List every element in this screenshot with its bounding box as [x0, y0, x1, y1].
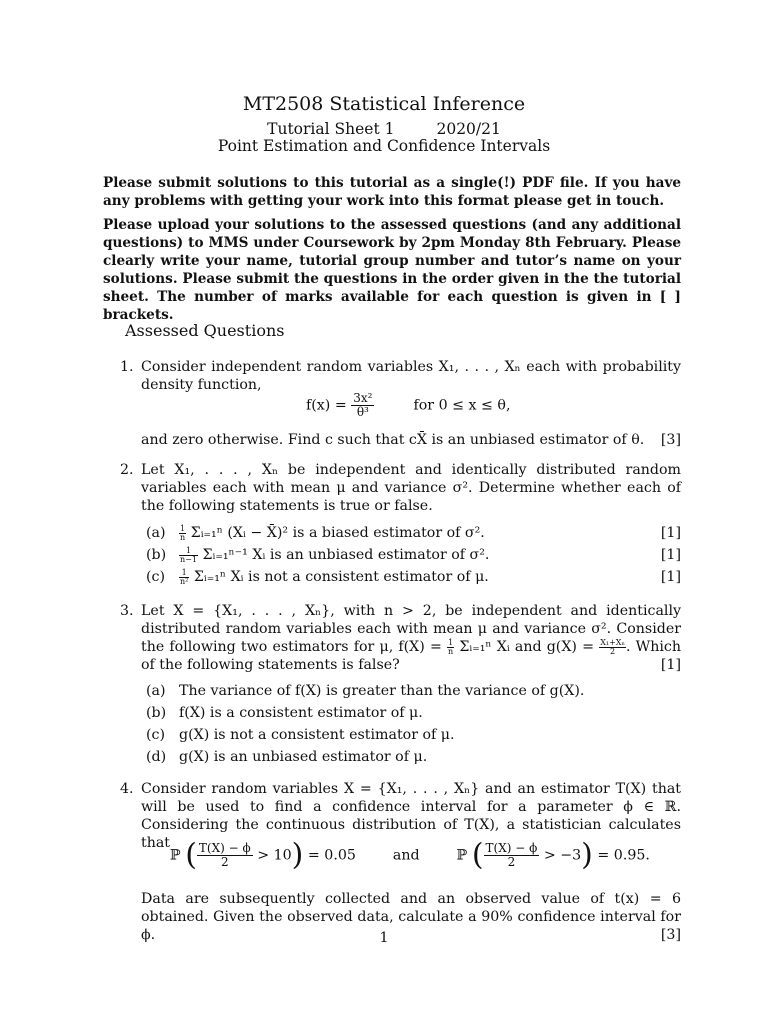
option-c	[146, 724, 681, 746]
mark-allocation: [1]	[660, 525, 681, 541]
question-number: 1.	[120, 359, 134, 375]
question-number: 4.	[120, 781, 134, 797]
option-text: f(X) is a consistent estimator of μ.	[179, 705, 423, 721]
instructions-paragraph-2: Please upload your solutions to the assessed questions (and any additional questions) to MMS under Coursework by 2pm Monday 8th February. Please clearly write your name, tutorial group number and tutor’s name on your solutions. Please submit the questions in the order given in the the tutorial sheet. The number of marks available for each question is given in [ ] brackets.	[103, 217, 681, 323]
question-number: 2.	[120, 462, 134, 478]
question-1-continued	[120, 431, 681, 449]
question-text-part: Σᵢ₌₁ⁿ Xᵢ and g(X) =	[459, 639, 595, 655]
mark-allocation: [3]	[660, 432, 681, 448]
option-label: (d)	[146, 749, 167, 765]
part-b	[146, 544, 681, 566]
question-3-options	[120, 680, 681, 768]
probability-value: = 0.95.	[597, 847, 650, 864]
question-text: Data are subsequently collected and an observed value of t(x) = 6 obtained. Given the observed data, calculate a 90% confidence interval for ϕ.	[141, 891, 681, 943]
part-label: (a)	[146, 525, 166, 541]
question-text: and zero otherwise. Find c such that cX̄ is an unbiased estimator of θ.	[141, 432, 645, 448]
question-text-part: . Which of the following statements is false?	[141, 639, 681, 673]
mark-allocation: [1]	[660, 569, 681, 585]
instructions-paragraph-1: Please submit solutions to this tutorial as a single(!) PDF file. If you have any problems with getting your work into this format please get in touch.	[103, 175, 681, 209]
part-a	[146, 522, 681, 544]
question-text	[141, 602, 681, 674]
probability-symbol: ℙ	[170, 847, 181, 864]
option-text: g(X) is not a consistent estimator of μ.	[179, 727, 455, 743]
question-3	[120, 602, 681, 674]
part-c	[146, 566, 681, 588]
option-text: g(X) is an unbiased estimator of μ.	[179, 749, 428, 765]
part-expression: Σᵢ₌₁ⁿ⁻¹ Xᵢ is an unbiased estimator of σ².	[202, 547, 490, 563]
fraction-denominator: 2	[610, 646, 616, 656]
part-expression: Σᵢ₌₁ⁿ Xᵢ is not a consistent estimator of μ.	[193, 569, 489, 585]
part-text	[179, 566, 489, 588]
instructions	[103, 174, 681, 330]
fraction-numerator: 1	[180, 523, 186, 533]
question-2-parts	[120, 522, 681, 588]
academic-year: 2020/21	[436, 120, 501, 138]
option-b	[146, 702, 681, 724]
option-d	[146, 746, 681, 768]
probability-equations: ℙ ( $\frac{T(X) - \phi}{2}$ > 10) = 0.05 and ℙ ( $\frac{T(X) - \phi}{2}$ > −3) = 0.95.	[170, 837, 650, 873]
part-label: (b)	[146, 547, 167, 563]
question-text-part: Let X = {X₁, . . . , Xₙ}, with n > 2, be independent and identically distributed random variables each with mean μ and variance σ². Consider the following two estimators for μ, f(X) =	[141, 603, 681, 655]
option-label: (c)	[146, 727, 166, 743]
fraction-denominator: θ³	[356, 405, 369, 419]
course-title: MT2508 Statistical Inference	[242, 93, 526, 115]
part-text	[179, 544, 489, 566]
section-heading: Assessed Questions	[125, 321, 285, 340]
fraction-numerator: T(X) − ϕ	[198, 841, 251, 855]
topic-title: Point Estimation and Confidence Intervals	[217, 137, 551, 155]
fraction-numerator: 1	[179, 547, 198, 556]
question-text: Let X₁, . . . , Xₙ be independent and identically distributed random variables each with mean μ and variance σ². Determine whether each of the following statements is true or false.	[141, 462, 681, 514]
option-a	[146, 680, 681, 702]
question-2	[120, 461, 681, 515]
fraction-denominator: n²	[180, 576, 189, 586]
probability-symbol: ℙ	[456, 847, 468, 864]
fraction-denominator: n	[448, 646, 454, 656]
fraction-denominator: 2	[507, 855, 516, 869]
fraction-numerator: 1	[179, 569, 189, 578]
inequality: > 10	[257, 847, 292, 864]
fraction-denominator: 2	[220, 855, 229, 869]
option-label: (b)	[146, 705, 167, 721]
option-text: The variance of f(X) is greater than the variance of g(X).	[179, 683, 585, 699]
mark-allocation: [3]	[660, 927, 681, 943]
inequality: > −3	[543, 847, 582, 864]
sheet-number: Tutorial Sheet 1	[267, 120, 395, 138]
equation-fraction	[484, 842, 540, 869]
mark-allocation: [1]	[660, 547, 681, 563]
fraction-denominator: n−1	[180, 554, 197, 564]
equation-condition: for 0 ≤ x ≤ θ,	[413, 397, 511, 414]
question-number: 3.	[120, 603, 134, 619]
fraction-numerator: 3x²	[353, 391, 373, 405]
fraction-denominator: n	[180, 532, 186, 542]
question-text: Consider independent random variables X₁, . . . , Xₙ each with probability density function,	[141, 359, 681, 393]
fraction-numerator: X₁+Xₙ	[600, 637, 625, 647]
fraction-numerator: 1	[448, 637, 454, 647]
question-1	[120, 358, 681, 394]
part-text	[179, 522, 485, 544]
part-label: (c)	[146, 569, 166, 585]
part-expression: Σᵢ₌₁ⁿ (Xᵢ − X̄)² is a biased estimator of σ².	[190, 525, 485, 541]
fraction-numerator: T(X) − ϕ	[485, 841, 538, 855]
mark-allocation: [1]	[660, 657, 681, 673]
fraction-g-estimator	[599, 639, 626, 656]
equation-fraction	[351, 392, 374, 419]
probability-value: = 0.05	[307, 847, 356, 864]
equation-lhs: f(x) =	[306, 397, 347, 414]
fraction-one-over-n	[447, 639, 454, 656]
conjunction: and	[392, 847, 420, 864]
page-number: 1	[379, 930, 389, 946]
equation-fraction	[197, 842, 253, 869]
density-equation	[306, 392, 510, 419]
question-text: Consider random variables X = {X₁, . . . , Xₙ} and an estimator T(X) that will be used to find a confidence interval for a parameter ϕ ∈ ℝ. Considering the continuous distribution of T(X), a statistician calculates that	[141, 781, 681, 851]
option-label: (a)	[146, 683, 166, 699]
